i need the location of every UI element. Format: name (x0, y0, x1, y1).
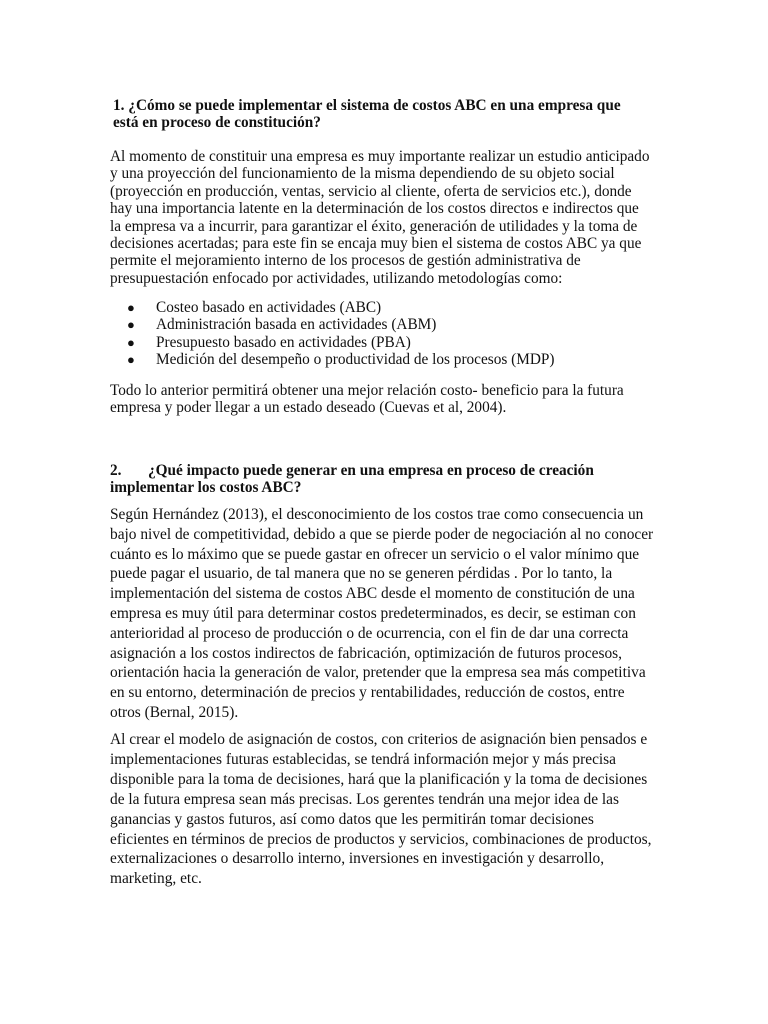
text-line: anterioridad al proceso de producción o de ocurrencia, con el fin de dar una correcta (110, 624, 629, 642)
text-line: hay una importancia latente en la determinación de los costos directos e indirectos que (110, 200, 639, 218)
question-1-paragraph-2 (110, 382, 670, 416)
title-line (110, 462, 670, 479)
text-line: externalizaciones o desarrollo interno, inversiones en investigación y desarrollo, (110, 850, 605, 868)
list-item (127, 316, 555, 333)
title-line: implementar los costos ABC? (110, 479, 302, 497)
text-line: orientación hacia la generación de valor, pretender que la empresa sea más competitiva (110, 664, 646, 682)
title-text: ¿Qué impacto puede generar en una empresa en proceso de creación (148, 462, 594, 479)
question-2-title (110, 462, 670, 496)
text-line: Al momento de constituir una empresa es muy importante realizar un estudio anticipado (110, 148, 650, 165)
text-line: marketing, etc. (110, 870, 202, 888)
text-line: disponible para la toma de decisiones, hará que la planificación y la toma de decisiones (110, 770, 648, 788)
text-line: empresa y poder llegar a un estado deseado (Cuevas et al, 2004). (110, 399, 507, 417)
text-line: asignación a los costos indirectos de fabricación, optimización de futuros procesos, (110, 644, 623, 662)
text-line: implementación del sistema de costos ABC desde el momento de constitución de una (110, 585, 635, 603)
text-line: permite el mejoramiento interno de los procesos de gestión administrativa de (110, 252, 581, 270)
title-line: está en proceso de constitución? (113, 114, 321, 132)
list-item-text: Medición del desempeño o productividad de los procesos (MDP) (156, 350, 555, 368)
text-line: y una proyección del funcionamiento de la misma dependiendo de su objeto social (110, 165, 615, 183)
text-line: implementaciones futuras establecidas, se tendrá información mejor y más precisa (110, 750, 616, 768)
text-line: empresa es muy útil para determinar costos predeterminados, es decir, se estiman con (110, 604, 636, 622)
list-item (127, 351, 555, 368)
bullet-icon: ● (127, 351, 135, 367)
text-line: decisiones acertadas; para este fin se encaja muy bien el sistema de costos ABC ya que (110, 235, 642, 253)
list-item (127, 299, 555, 316)
text-line: eficientes en términos de precios de productos y servicios, combinaciones de productos, (110, 830, 652, 848)
text-line: otros (Bernal, 2015). (110, 703, 239, 721)
text-line: Al crear el modelo de asignación de costos, con criterios de asignación bien pensados e (110, 731, 648, 748)
list-item-text: Administración basada en actividades (ABM) (156, 316, 437, 334)
list-item-text: Presupuesto basado en actividades (PBA) (156, 333, 411, 351)
title-line: 1. ¿Cómo se puede implementar el sistema de costos ABC en una empresa que (113, 97, 621, 114)
text-line: cuánto es lo máximo que se puede gastar en ofrecer un servicio o el valor mínimo que (110, 545, 640, 563)
list-item-text: Costeo basado en actividades (ABC) (156, 299, 382, 316)
question-2-paragraph-2 (110, 730, 670, 889)
question-1-title (113, 97, 673, 131)
bullet-icon: ● (127, 300, 135, 315)
question-number: 2. (110, 462, 122, 479)
methodology-list (127, 299, 555, 368)
text-line: Todo lo anterior permitirá obtener una mejor relación costo- beneficio para la futura (110, 382, 624, 399)
bullet-icon: ● (127, 334, 135, 350)
question-1-paragraph-1 (110, 148, 670, 287)
text-line: puede pagar el usuario, de tal manera que no se generen pérdidas . Por lo tanto, la (110, 565, 613, 583)
bullet-icon: ● (127, 317, 135, 333)
text-line: ganancias y gastos futuros, así como datos que les permitirán tomar decisiones (110, 810, 594, 828)
text-line: de la futura empresa sean más precisas. Los gerentes tendrán una mejor idea de las (110, 790, 619, 808)
list-item (127, 334, 555, 351)
text-line: presupuestación enfocado por actividades, utilizando metodologías como: (110, 269, 563, 287)
text-line: (proyección en producción, ventas, servicio al cliente, oferta de servicios etc.), donde (110, 182, 632, 200)
question-2-paragraph-1 (110, 505, 670, 723)
text-line: la empresa va a incurrir, para garantizar el éxito, generación de utilidades y la toma de (110, 217, 638, 235)
text-line: bajo nivel de competitividad, debido a que se pierde poder de negociación al no conocer (110, 525, 654, 543)
text-line: Según Hernández (2013), el desconocimiento de los costos trae como consecuencia un (110, 506, 644, 523)
text-line: en su entorno, determinación de precios y rentabilidades, reducción de costos, entre (110, 684, 625, 702)
